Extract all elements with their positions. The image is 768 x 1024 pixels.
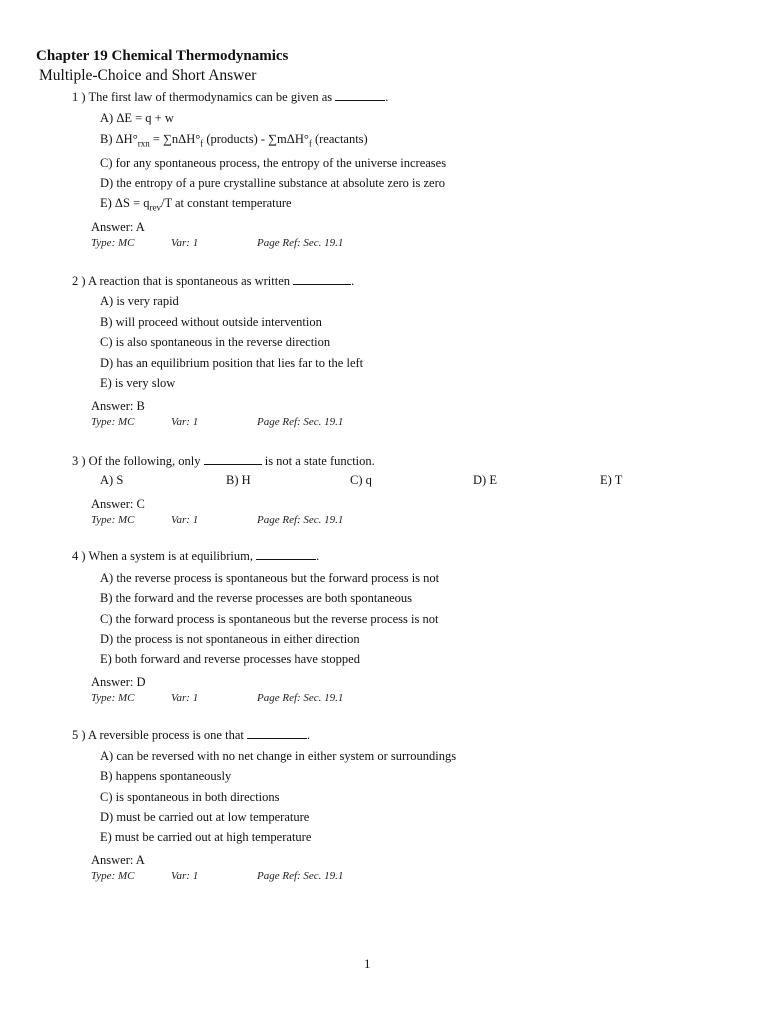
question-2-stem: 2 ) A reaction that is spontaneous as written . bbox=[72, 274, 355, 288]
meta-var: Var: 1 bbox=[171, 237, 199, 249]
formula-part: (reactants) bbox=[311, 132, 368, 146]
question-text: Of the following, only bbox=[88, 454, 201, 468]
question-4-option-b: B) the forward and the reverse processes are both spontaneous bbox=[100, 591, 413, 605]
question-5-option-e: E) must be carried out at high temperature bbox=[100, 830, 312, 844]
question-5-answer: Answer: A bbox=[91, 853, 145, 867]
question-1-option-d: D) the entropy of a pure crystalline substance at absolute zero is zero bbox=[100, 176, 446, 190]
question-text: The first law of thermodynamics can be given as bbox=[88, 90, 333, 104]
formula-part: /T at constant temperature bbox=[160, 196, 292, 210]
question-3-option-a: A) S bbox=[100, 473, 124, 487]
question-2-option-d: D) has an equilibrium position that lies far to the left bbox=[100, 356, 364, 370]
question-5-option-b: B) happens spontaneously bbox=[100, 769, 232, 783]
answer-blank bbox=[204, 453, 262, 465]
question-2-option-a: A) is very rapid bbox=[100, 294, 179, 308]
question-number: 1 ) bbox=[72, 90, 86, 104]
meta-type: Type: MC bbox=[91, 692, 135, 704]
question-1-option-c: C) for any spontaneous process, the entropy of the universe increases bbox=[100, 156, 447, 170]
formula-part: = ∑nΔH° bbox=[149, 132, 201, 146]
question-2-option-e: E) is very slow bbox=[100, 376, 176, 390]
meta-var: Var: 1 bbox=[171, 514, 199, 526]
formula-subscript: f bbox=[308, 138, 312, 149]
formula-subscript: f bbox=[200, 138, 204, 149]
chapter-title: Chapter 19 Chemical Thermodynamics bbox=[36, 48, 289, 64]
question-3-option-d: D) E bbox=[473, 473, 497, 487]
meta-var: Var: 1 bbox=[171, 870, 199, 882]
question-3-option-b: B) H bbox=[226, 473, 251, 487]
question-4-option-d: D) the process is not spontaneous in either direction bbox=[100, 632, 360, 646]
question-2-option-b: B) will proceed without outside intervention bbox=[100, 315, 322, 329]
question-1-option-b bbox=[100, 131, 368, 152]
question-1-option-a: A) ΔE = q + w bbox=[100, 111, 174, 125]
question-1-option-e bbox=[100, 195, 292, 216]
question-3-meta bbox=[91, 514, 344, 526]
answer-blank bbox=[247, 727, 307, 739]
meta-type: Type: MC bbox=[91, 514, 135, 526]
meta-page-ref: Page Ref: Sec. 19.1 bbox=[257, 870, 344, 882]
meta-type: Type: MC bbox=[91, 237, 135, 249]
question-1-answer: Answer: A bbox=[91, 220, 145, 234]
question-3-answer: Answer: C bbox=[91, 497, 145, 511]
meta-page-ref: Page Ref: Sec. 19.1 bbox=[257, 416, 344, 428]
section-title: Multiple-Choice and Short Answer bbox=[39, 67, 257, 84]
question-text: When a system is at equilibrium, bbox=[88, 549, 254, 563]
formula-part: B) ΔH° bbox=[100, 132, 138, 146]
formula-part: E) ΔS = q bbox=[100, 196, 150, 210]
meta-page-ref: Page Ref: Sec. 19.1 bbox=[257, 692, 344, 704]
question-text-after: is not a state function. bbox=[264, 454, 375, 468]
meta-var: Var: 1 bbox=[171, 692, 199, 704]
question-number: 4 ) bbox=[72, 549, 86, 563]
question-4-option-c: C) the forward process is spontaneous but the reverse process is not bbox=[100, 612, 439, 626]
question-3-stem bbox=[72, 453, 375, 469]
question-4-answer: Answer: D bbox=[91, 675, 146, 689]
meta-page-ref: Page Ref: Sec. 19.1 bbox=[257, 237, 344, 249]
question-3-option-c: C) q bbox=[350, 473, 372, 487]
question-1-stem: 1 ) The first law of thermodynamics can be given as . bbox=[72, 90, 389, 104]
question-5-option-a: A) can be reversed with no net change in either system or surroundings bbox=[100, 749, 457, 763]
question-text: A reaction that is spontaneous as written bbox=[87, 274, 291, 288]
question-3-option-e: E) T bbox=[600, 473, 623, 487]
question-number: 5 ) bbox=[72, 728, 86, 742]
question-2-answer: Answer: B bbox=[91, 399, 145, 413]
formula-subscript: rev bbox=[149, 202, 161, 213]
meta-type: Type: MC bbox=[91, 870, 135, 882]
answer-blank bbox=[256, 548, 316, 560]
question-5-meta bbox=[91, 870, 344, 882]
question-2-meta bbox=[91, 416, 344, 428]
page-number: 1 bbox=[364, 956, 371, 971]
question-4-stem: 4 ) When a system is at equilibrium, . bbox=[72, 549, 320, 563]
question-text: A reversible process is one that bbox=[87, 728, 244, 742]
answer-blank bbox=[293, 273, 351, 285]
answer-blank bbox=[335, 89, 385, 101]
question-2-option-c: C) is also spontaneous in the reverse direction bbox=[100, 335, 331, 349]
meta-type: Type: MC bbox=[91, 416, 135, 428]
question-number: 3 ) bbox=[72, 454, 86, 468]
meta-var: Var: 1 bbox=[171, 416, 199, 428]
formula-part: (products) - ∑mΔH° bbox=[203, 132, 309, 146]
question-4-meta bbox=[91, 692, 344, 704]
question-4-option-e: E) both forward and reverse processes have stopped bbox=[100, 652, 360, 666]
question-4-option-a: A) the reverse process is spontaneous but the forward process is not bbox=[100, 571, 440, 585]
meta-page-ref: Page Ref: Sec. 19.1 bbox=[257, 514, 344, 526]
question-1-meta bbox=[91, 237, 344, 249]
question-5-option-d: D) must be carried out at low temperature bbox=[100, 810, 310, 824]
question-5-stem: 5 ) A reversible process is one that . bbox=[72, 728, 311, 742]
formula-subscript: rxn bbox=[137, 138, 150, 149]
question-number: 2 ) bbox=[72, 274, 86, 288]
question-5-option-c: C) is spontaneous in both directions bbox=[100, 790, 280, 804]
